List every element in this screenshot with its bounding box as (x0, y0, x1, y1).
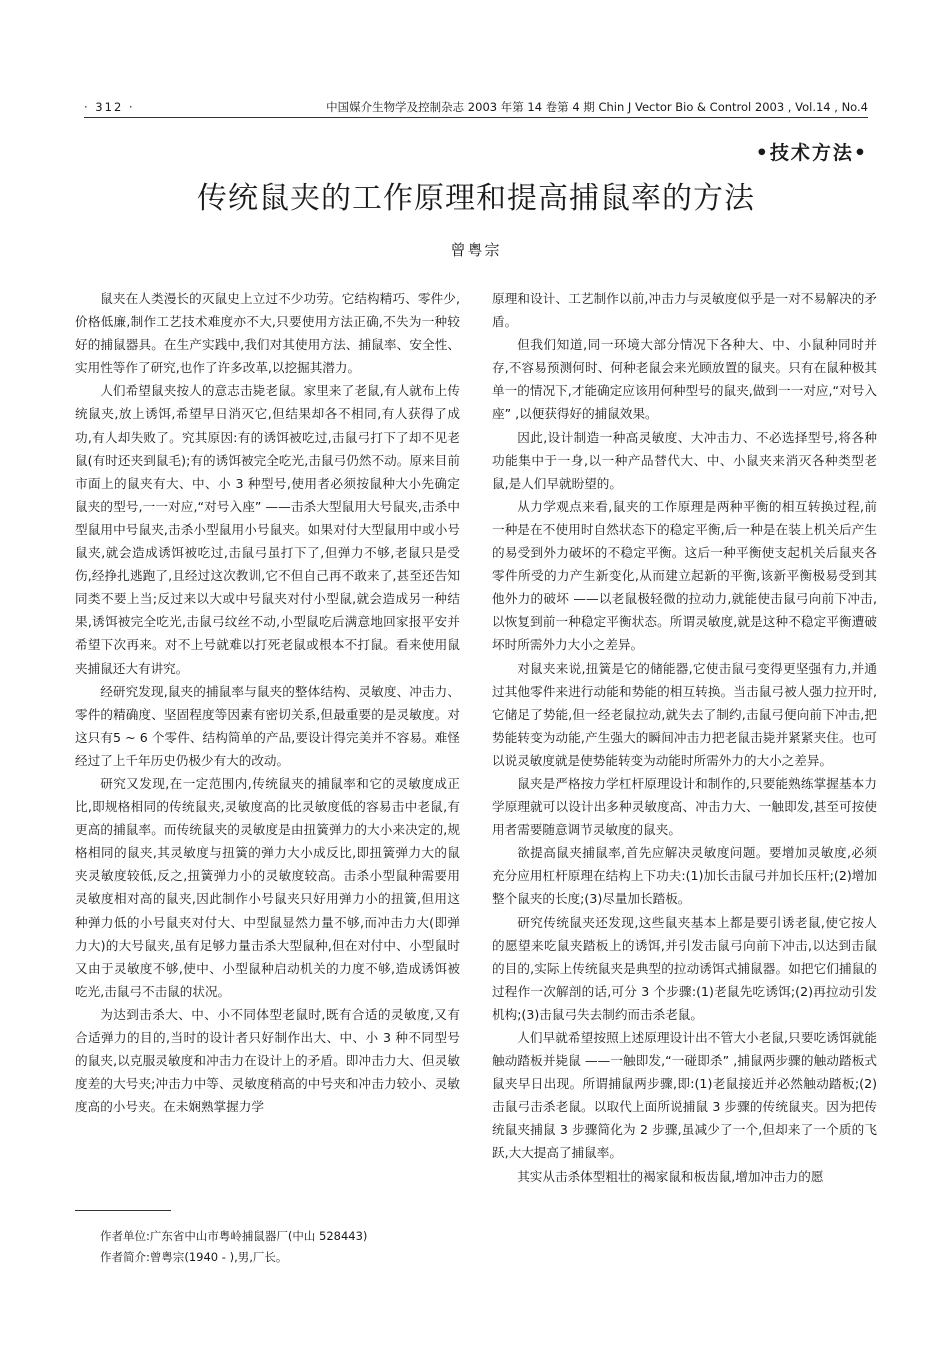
left-column (75, 287, 460, 1118)
body-paragraph: 欲提高鼠夹捕鼠率,首先应解决灵敏度问题。要增加灵敏度,必须充分应用杠杆原理在结构上下功夫:(1)加长击鼠弓并加长压杆;(2)增加整个鼠夹的长度;(3)尽量加长踏板。 (492, 845, 877, 907)
right-column (492, 287, 877, 1188)
body-paragraph: 但我们知道,同一环境大部分情况下各种大、中、小鼠种同时并存,不容易预测何时、何种老鼠会来光顾放置的鼠夹。只有在鼠种极其单一的情况下,才能确定应该用何种型号的鼠夹,做到一一对应,“对号入座” ,以便获得好的捕鼠效果。 (492, 337, 877, 422)
header-rule (84, 117, 868, 118)
footnote-affiliation: 作者单位:广东省中山市粤岭捕鼠器厂(中山 528443) (100, 1229, 368, 1243)
article-author: 曾粤宗 (450, 241, 502, 259)
section-label: •技术方法• (755, 142, 868, 164)
body-paragraph: 为达到击杀大、中、小不同体型老鼠时,既有合适的灵敏度,又有合适弹力的目的,当时的设计者只好制作出大、中、小 3 种不同型号的鼠夹,以克服灵敏度和冲击力在设计上的矛盾。即冲击力大、但灵敏度差的大号夹;冲击力中等、灵敏度稍高的中号夹和冲击力较小、灵敏度高的小号夹。在未娴熟掌握力学 (75, 1006, 460, 1115)
page-number: · 312 · (84, 100, 135, 114)
footnotes (100, 1226, 460, 1268)
body-paragraph: 鼠夹是严格按力学杠杆原理设计和制作的,只要能熟练掌握基本力学原理就可以设计出多种灵敏度高、冲击力大、一触即发,甚至可按使用者需要随意调节灵敏度的鼠夹。 (492, 775, 877, 838)
article-title: 传统鼠夹的工作原理和提高捕鼠率的方法 (197, 181, 755, 216)
body-paragraph: 经研究发现,鼠夹的捕鼠率与鼠夹的整体结构、灵敏度、冲击力、零件的精确度、坚固程度等因素有密切关系,但最重要的是灵敏度。对这只有5 ~ 6 个零件、结构简单的产品,要设计得完美并不容易。难怪经过了上千年历史仍极少有大的改动。 (75, 683, 460, 768)
body-paragraph: 研究又发现,在一定范围内,传统鼠夹的捕鼠率和它的灵敏度成正比,即规格相同的传统鼠夹,灵敏度高的比灵敏度低的容易击中老鼠,有更高的捕鼠率。而传统鼠夹的灵敏度是由扭簧弹力的大小来决定的,规格相同的鼠夹,其灵敏度与扭簧的弹力大小成反比,即扭簧弹力大的鼠夹灵敏度较低,反之,扭簧弹力小的灵敏度较高。击杀小型鼠种需要用灵敏度相对高的鼠夹,因此制作小号鼠夹只好用弹力小的扭簧,但用这种弹力低的小号鼠夹对付大、中型鼠显然力量不够,而冲击力大(即弹力大)的大号鼠夹,虽有足够力量击杀大型鼠种,但在对付中、小型鼠时又由于灵敏度不够,使中、小型鼠种启动机关的力度不够,造成诱饵被吃光,击鼠弓不击鼠的状况。 (75, 775, 460, 999)
footnote-author-bio: 作者简介:曾粤宗(1940 - ),男,厂长。 (100, 1250, 288, 1264)
footnote-rule (75, 1210, 171, 1211)
body-paragraph: 研究传统鼠夹还发现,这些鼠夹基本上都是要引诱老鼠,使它按人的愿望来吃鼠夹踏板上的诱饵,并引发击鼠弓向前下冲击,以达到击鼠的目的,实际上传统鼠夹是典型的拉动诱饵式捕鼠器。如把它们捕鼠的过程作一次解剖的话,可分 3 个步骤:(1)老鼠先吃诱饵;(2)再拉动引发机构;(3)击鼠弓失去制约而击杀老鼠。 (492, 914, 877, 1022)
body-paragraph: 原理和设计、工艺制作以前,冲击力与灵敏度似乎是一对不易解决的矛盾。 (492, 291, 877, 330)
body-paragraph: 其实从击杀体型粗壮的褐家鼠和板齿鼠,增加冲击力的愿 (517, 1168, 824, 1184)
body-paragraph: 人们希望鼠夹按人的意志击毙老鼠。家里来了老鼠,有人就布上传统鼠夹,放上诱饵,希望早日消灭它,但结果却各不相同,有人获得了成功,有人却失败了。究其原因:有的诱饵被吃过,击鼠弓打下了却不见老鼠(有时还夹到鼠毛);有的诱饵被完全吃光,击鼠弓仍然不动。原来目前市面上的鼠夹有大、中、小 3 种型号,使用者必须按鼠种大小先确定鼠夹的型号,一一对应,“对号入座” ——击杀大型鼠用大号鼠夹,击杀中型鼠用中号鼠夹,击杀小型鼠用小号鼠夹。如果对付大型鼠用中或小号鼠夹,就会造成诱饵被吃过,击鼠弓虽打下了,但弹力不够,老鼠只是受伤,经挣扎逃跑了,且经过这次教训,它不但自己再不敢来了,甚至还告知同类不要上当;反过来以大或中号鼠夹对付小型鼠,就会造成另一种结果,诱饵被完全吃光,击鼠弓纹丝不动,小型鼠吃后满意地回家报平安并希望下次再来。对不上号就难以打死老鼠或根本不打鼠。看来使用鼠夹捕鼠还大有讲究。 (75, 383, 460, 676)
body-paragraph: 人们早就希望按照上述原理设计出不管大小老鼠,只要吃诱饵就能触动踏板并毙鼠 ——一触即发,“一碰即杀” ,捕鼠两步骤的触动踏板式鼠夹早日出现。所谓捕鼠两步骤,即:(1)老鼠接近并必然触动踏板;(2)击鼠弓击杀老鼠。以取代上面所说捕鼠 3 步骤的传统鼠夹。因为把传统鼠夹捕鼠 3 步骤简化为 2 步骤,虽减少了一个,但却来了一个质的飞跃,大大提高了捕鼠率。 (492, 1030, 877, 1161)
body-paragraph: 因此,设计制造一种高灵敏度、大冲击力、不必选择型号,将各种功能集中于一身,以一种产品替代大、中、小鼠夹来消灭各种类型老鼠,是人们早就盼望的。 (492, 429, 877, 491)
body-paragraph: 鼠夹在人类漫长的灭鼠史上立过不少功劳。它结构精巧、零件少,价格低廉,制作工艺技术难度亦不大,只要使用方法正确,不失为一种较好的捕鼠器具。在生产实践中,我们对其使用方法、捕鼠率、安全性、实用性等作了研究,也作了许多改革,以挖掘其潜力。 (75, 291, 460, 376)
journal-info: 中国媒介生物学及控制杂志 2003 年第 14 卷第 4 期 Chin J Vector Bio & Control 2003 , Vol.14 , No.4 (326, 100, 868, 114)
body-paragraph: 对鼠夹来说,扭簧是它的储能器,它使击鼠弓变得更坚强有力,并通过其他零件来进行动能和势能的相互转换。当击鼠弓被人强力拉开时,它储足了势能,但一经老鼠拉动,就失去了制约,击鼠弓便向前下冲击,把势能转变为动能,产生强大的瞬间冲击力把老鼠击毙并紧紧夹住。也可以说灵敏度就是使势能转变为动能时所需外力的大小之差异。 (492, 660, 877, 768)
body-paragraph: 从力学观点来看,鼠夹的工作原理是两种平衡的相互转换过程,前一种是在不使用时自然状态下的稳定平衡,后一种是在装上机关后产生的易受到外力破坏的不稳定平衡。这后一种平衡使支起机关后鼠夹各零件所受的力产生新变化,从而建立起新的平衡,该新平衡极易受到其他外力的破坏 ——以老鼠极轻微的拉动力,就能使击鼠弓向前下冲击,以恢复到前一种稳定平衡状态。所谓灵敏度,就是这种不稳定平衡遭破坏时所需外力大小之差异。 (492, 498, 877, 653)
